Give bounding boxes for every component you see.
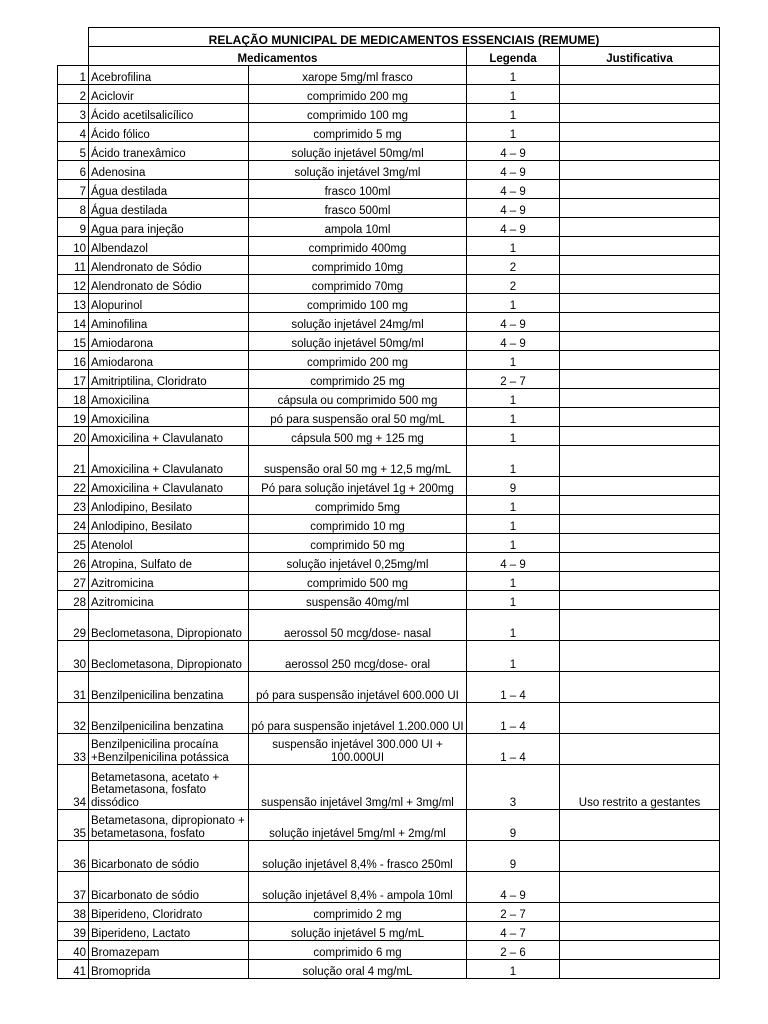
table-row bbox=[58, 734, 720, 765]
medication-name-cell: Ácido tranexâmico bbox=[89, 142, 249, 161]
legenda-cell: 1 bbox=[467, 294, 560, 313]
legenda-cell: 1 – 4 bbox=[467, 672, 560, 703]
row-number-cell: 41 bbox=[58, 960, 89, 979]
legenda-cell: 2 bbox=[467, 275, 560, 294]
medication-name-cell: Azitromicina bbox=[89, 591, 249, 610]
row-number-cell: 37 bbox=[58, 872, 89, 903]
legenda-cell: 1 bbox=[467, 534, 560, 553]
legenda-cell: 1 bbox=[467, 408, 560, 427]
medication-name-cell: Anlodipino, Besilato bbox=[89, 515, 249, 534]
row-number-cell: 39 bbox=[58, 922, 89, 941]
table-row bbox=[58, 553, 720, 572]
medication-name-cell: Biperideno, Lactato bbox=[89, 922, 249, 941]
table-row bbox=[58, 199, 720, 218]
legenda-cell: 1 bbox=[467, 572, 560, 591]
medication-name-cell: Bromoprida bbox=[89, 960, 249, 979]
justificativa-cell bbox=[560, 941, 720, 960]
table-row bbox=[58, 161, 720, 180]
legenda-cell: 1 bbox=[467, 610, 560, 641]
legenda-cell: 4 – 9 bbox=[467, 872, 560, 903]
justificativa-cell bbox=[560, 534, 720, 553]
justificativa-cell bbox=[560, 960, 720, 979]
row-number-cell: 21 bbox=[58, 446, 89, 477]
table-row bbox=[58, 294, 720, 313]
presentation-cell: comprimido 70mg bbox=[249, 275, 467, 294]
row-number-cell: 4 bbox=[58, 123, 89, 142]
justificativa-cell bbox=[560, 591, 720, 610]
medication-name-cell: Benzilpenicilina benzatina bbox=[89, 672, 249, 703]
row-number-cell: 36 bbox=[58, 841, 89, 872]
justificativa-cell bbox=[560, 610, 720, 641]
row-number-cell: 24 bbox=[58, 515, 89, 534]
justificativa-cell bbox=[560, 199, 720, 218]
presentation-cell: comprimido 100 mg bbox=[249, 104, 467, 123]
legenda-cell: 4 – 9 bbox=[467, 199, 560, 218]
presentation-cell: comprimido 50 mg bbox=[249, 534, 467, 553]
row-number-cell: 29 bbox=[58, 610, 89, 641]
table-row bbox=[58, 85, 720, 104]
presentation-cell: comprimido 10mg bbox=[249, 256, 467, 275]
justificativa-cell bbox=[560, 351, 720, 370]
presentation-cell: comprimido 500 mg bbox=[249, 572, 467, 591]
legenda-cell: 1 – 4 bbox=[467, 703, 560, 734]
medication-name-cell: Biperideno, Cloridrato bbox=[89, 903, 249, 922]
table-row bbox=[58, 641, 720, 672]
justificativa-cell bbox=[560, 703, 720, 734]
justificativa-cell bbox=[560, 180, 720, 199]
corner-blank-cell bbox=[58, 28, 89, 66]
legenda-cell: 4 – 9 bbox=[467, 332, 560, 351]
justificativa-cell bbox=[560, 841, 720, 872]
presentation-cell: comprimido 100 mg bbox=[249, 294, 467, 313]
table-row bbox=[58, 496, 720, 515]
medication-name-cell: Atenolol bbox=[89, 534, 249, 553]
medication-name-cell: Aminofilina bbox=[89, 313, 249, 332]
table-row bbox=[58, 515, 720, 534]
row-number-cell: 28 bbox=[58, 591, 89, 610]
row-number-cell: 30 bbox=[58, 641, 89, 672]
table-row bbox=[58, 534, 720, 553]
medication-name-cell: Ácido fólico bbox=[89, 123, 249, 142]
row-number-cell: 22 bbox=[58, 477, 89, 496]
justificativa-cell bbox=[560, 237, 720, 256]
presentation-cell: solução injetável 8,4% - frasco 250ml bbox=[249, 841, 467, 872]
medication-name-cell: Amoxicilina bbox=[89, 408, 249, 427]
table-row bbox=[58, 610, 720, 641]
presentation-cell: cápsula 500 mg + 125 mg bbox=[249, 427, 467, 446]
row-number-cell: 17 bbox=[58, 370, 89, 389]
table-row bbox=[58, 256, 720, 275]
table-row bbox=[58, 408, 720, 427]
justificativa-cell bbox=[560, 572, 720, 591]
justificativa-cell bbox=[560, 734, 720, 765]
legenda-cell: 1 bbox=[467, 123, 560, 142]
row-number-cell: 35 bbox=[58, 810, 89, 841]
presentation-cell: frasco 500ml bbox=[249, 199, 467, 218]
presentation-cell: ampola 10ml bbox=[249, 218, 467, 237]
table-row bbox=[58, 389, 720, 408]
legenda-cell: 9 bbox=[467, 477, 560, 496]
medication-name-cell: Beclometasona, Dipropionato bbox=[89, 641, 249, 672]
legenda-cell: 1 bbox=[467, 641, 560, 672]
row-number-cell: 8 bbox=[58, 199, 89, 218]
table-row bbox=[58, 275, 720, 294]
legenda-cell: 4 – 9 bbox=[467, 553, 560, 572]
medication-name-cell: Azitromicina bbox=[89, 572, 249, 591]
justificativa-cell bbox=[560, 370, 720, 389]
row-number-cell: 20 bbox=[58, 427, 89, 446]
medication-name-cell: Água destilada bbox=[89, 199, 249, 218]
table-row bbox=[58, 180, 720, 199]
table-row bbox=[58, 237, 720, 256]
medication-name-cell: Água destilada bbox=[89, 180, 249, 199]
presentation-cell: pó para suspensão oral 50 mg/mL bbox=[249, 408, 467, 427]
table-row bbox=[58, 142, 720, 161]
medication-name-cell: Acebrofilina bbox=[89, 66, 249, 85]
presentation-cell: comprimido 6 mg bbox=[249, 941, 467, 960]
row-number-cell: 40 bbox=[58, 941, 89, 960]
remume-table bbox=[57, 27, 720, 979]
row-number-cell: 25 bbox=[58, 534, 89, 553]
presentation-cell: comprimido 2 mg bbox=[249, 903, 467, 922]
justificativa-cell bbox=[560, 85, 720, 104]
justificativa-cell bbox=[560, 515, 720, 534]
legenda-cell: 1 bbox=[467, 496, 560, 515]
row-number-cell: 32 bbox=[58, 703, 89, 734]
presentation-cell: solução injetável 50mg/ml bbox=[249, 142, 467, 161]
legenda-cell: 4 – 9 bbox=[467, 218, 560, 237]
table-row bbox=[58, 672, 720, 703]
row-number-cell: 11 bbox=[58, 256, 89, 275]
table-row bbox=[58, 427, 720, 446]
medication-name-cell: Aciclovir bbox=[89, 85, 249, 104]
row-number-cell: 18 bbox=[58, 389, 89, 408]
legenda-cell: 4 – 9 bbox=[467, 142, 560, 161]
row-number-cell: 10 bbox=[58, 237, 89, 256]
justificativa-cell bbox=[560, 872, 720, 903]
table-row bbox=[58, 922, 720, 941]
legenda-cell: 9 bbox=[467, 841, 560, 872]
table-row bbox=[58, 872, 720, 903]
justificativa-cell bbox=[560, 294, 720, 313]
legenda-cell: 4 – 9 bbox=[467, 161, 560, 180]
justificativa-cell bbox=[560, 66, 720, 85]
legenda-cell: 4 – 7 bbox=[467, 922, 560, 941]
table-row bbox=[58, 477, 720, 496]
row-number-cell: 33 bbox=[58, 734, 89, 765]
legenda-cell: 1 bbox=[467, 237, 560, 256]
presentation-cell: comprimido 5mg bbox=[249, 496, 467, 515]
justificativa-cell bbox=[560, 161, 720, 180]
legenda-cell: 2 – 6 bbox=[467, 941, 560, 960]
legenda-cell: 2 bbox=[467, 256, 560, 275]
legenda-cell: 1 bbox=[467, 389, 560, 408]
presentation-cell: solução injetável 0,25mg/ml bbox=[249, 553, 467, 572]
justificativa-cell bbox=[560, 256, 720, 275]
presentation-cell: suspensão 40mg/ml bbox=[249, 591, 467, 610]
row-number-cell: 31 bbox=[58, 672, 89, 703]
table-row bbox=[58, 591, 720, 610]
row-number-cell: 3 bbox=[58, 104, 89, 123]
justificativa-cell bbox=[560, 332, 720, 351]
table-row bbox=[58, 446, 720, 477]
header-justificativa: Justificativa bbox=[560, 47, 720, 66]
row-number-cell: 38 bbox=[58, 903, 89, 922]
medication-name-cell: Alopurinol bbox=[89, 294, 249, 313]
presentation-cell: solução injetável 3mg/ml bbox=[249, 161, 467, 180]
justificativa-cell bbox=[560, 218, 720, 237]
legenda-cell: 1 bbox=[467, 427, 560, 446]
medication-name-cell: Betametasona, dipropionato + betametasona, fosfato bbox=[89, 810, 249, 841]
medication-name-cell: Benzilpenicilina benzatina bbox=[89, 703, 249, 734]
medication-name-cell: Bicarbonato de sódio bbox=[89, 841, 249, 872]
medication-name-cell: Amiodarona bbox=[89, 332, 249, 351]
presentation-cell: solução injetável 8,4% - ampola 10ml bbox=[249, 872, 467, 903]
justificativa-cell bbox=[560, 427, 720, 446]
presentation-cell: suspensão injetável 3mg/ml + 3mg/ml bbox=[249, 765, 467, 810]
row-number-cell: 26 bbox=[58, 553, 89, 572]
presentation-cell: comprimido 25 mg bbox=[249, 370, 467, 389]
table-row bbox=[58, 332, 720, 351]
presentation-cell: suspensão injetável 300.000 UI + 100.000UI bbox=[249, 734, 467, 765]
legenda-cell: 3 bbox=[467, 765, 560, 810]
legenda-cell: 2 – 7 bbox=[467, 370, 560, 389]
presentation-cell: frasco 100ml bbox=[249, 180, 467, 199]
document-title: RELAÇÃO MUNICIPAL DE MEDICAMENTOS ESSENCIAIS (REMUME) bbox=[89, 28, 720, 47]
justificativa-cell bbox=[560, 553, 720, 572]
justificativa-cell bbox=[560, 446, 720, 477]
row-number-cell: 13 bbox=[58, 294, 89, 313]
legenda-cell: 1 bbox=[467, 591, 560, 610]
justificativa-cell bbox=[560, 496, 720, 515]
medication-name-cell: Ácido acetilsalicílico bbox=[89, 104, 249, 123]
medication-name-cell: Amitriptilina, Cloridrato bbox=[89, 370, 249, 389]
medication-name-cell: Amoxicilina + Clavulanato bbox=[89, 446, 249, 477]
table-row bbox=[58, 66, 720, 85]
row-number-cell: 23 bbox=[58, 496, 89, 515]
medication-name-cell: Amoxicilina bbox=[89, 389, 249, 408]
presentation-cell: pó para suspensão injetável 1.200.000 UI bbox=[249, 703, 467, 734]
table-row bbox=[58, 351, 720, 370]
row-number-cell: 6 bbox=[58, 161, 89, 180]
justificativa-cell bbox=[560, 922, 720, 941]
row-number-cell: 5 bbox=[58, 142, 89, 161]
justificativa-cell bbox=[560, 123, 720, 142]
medication-name-cell: Atropina, Sulfato de bbox=[89, 553, 249, 572]
medication-name-cell: Amoxicilina + Clavulanato bbox=[89, 427, 249, 446]
presentation-cell: solução injetável 5 mg/mL bbox=[249, 922, 467, 941]
row-number-cell: 34 bbox=[58, 765, 89, 810]
presentation-cell: xarope 5mg/ml frasco bbox=[249, 66, 467, 85]
legenda-cell: 1 bbox=[467, 85, 560, 104]
table-row bbox=[58, 903, 720, 922]
presentation-cell: solução oral 4 mg/mL bbox=[249, 960, 467, 979]
table-row bbox=[58, 841, 720, 872]
justificativa-cell bbox=[560, 477, 720, 496]
medication-name-cell: Beclometasona, Dipropionato bbox=[89, 610, 249, 641]
header-medicamentos: Medicamentos bbox=[89, 47, 467, 66]
medication-name-cell: Anlodipino, Besilato bbox=[89, 496, 249, 515]
medication-name-cell: Bicarbonato de sódio bbox=[89, 872, 249, 903]
row-number-cell: 9 bbox=[58, 218, 89, 237]
medication-name-cell: Benzilpenicilina procaína +Benzilpenicilina potássica bbox=[89, 734, 249, 765]
presentation-cell: suspensão oral 50 mg + 12,5 mg/mL bbox=[249, 446, 467, 477]
legenda-cell: 1 bbox=[467, 960, 560, 979]
presentation-cell: comprimido 400mg bbox=[249, 237, 467, 256]
row-number-cell: 16 bbox=[58, 351, 89, 370]
legenda-cell: 1 – 4 bbox=[467, 734, 560, 765]
header-legenda: Legenda bbox=[467, 47, 560, 66]
justificativa-cell: Uso restrito a gestantes bbox=[560, 765, 720, 810]
table-row bbox=[58, 370, 720, 389]
row-number-cell: 27 bbox=[58, 572, 89, 591]
legenda-cell: 9 bbox=[467, 810, 560, 841]
medication-name-cell: Amiodarona bbox=[89, 351, 249, 370]
table-row bbox=[58, 765, 720, 810]
table-row bbox=[58, 313, 720, 332]
table-row bbox=[58, 218, 720, 237]
table-row bbox=[58, 104, 720, 123]
presentation-cell: Pó para solução injetável 1g + 200mg bbox=[249, 477, 467, 496]
medication-name-cell: Alendronato de Sódio bbox=[89, 275, 249, 294]
table-row bbox=[58, 810, 720, 841]
row-number-cell: 2 bbox=[58, 85, 89, 104]
presentation-cell: solução injetável 5mg/ml + 2mg/ml bbox=[249, 810, 467, 841]
row-number-cell: 12 bbox=[58, 275, 89, 294]
medication-name-cell: Bromazepam bbox=[89, 941, 249, 960]
justificativa-cell bbox=[560, 313, 720, 332]
presentation-cell: solução injetável 24mg/ml bbox=[249, 313, 467, 332]
table-row bbox=[58, 960, 720, 979]
presentation-cell: comprimido 10 mg bbox=[249, 515, 467, 534]
legenda-cell: 4 – 9 bbox=[467, 313, 560, 332]
presentation-cell: comprimido 200 mg bbox=[249, 351, 467, 370]
table-row bbox=[58, 941, 720, 960]
presentation-cell: aerossol 250 mcg/dose- oral bbox=[249, 641, 467, 672]
medication-name-cell: Albendazol bbox=[89, 237, 249, 256]
row-number-cell: 14 bbox=[58, 313, 89, 332]
legenda-cell: 1 bbox=[467, 66, 560, 85]
row-number-cell: 15 bbox=[58, 332, 89, 351]
row-number-cell: 7 bbox=[58, 180, 89, 199]
presentation-cell: aerossol 50 mcg/dose- nasal bbox=[249, 610, 467, 641]
justificativa-cell bbox=[560, 275, 720, 294]
presentation-cell: comprimido 5 mg bbox=[249, 123, 467, 142]
legenda-cell: 2 – 7 bbox=[467, 903, 560, 922]
legenda-cell: 4 – 9 bbox=[467, 180, 560, 199]
table-row bbox=[58, 123, 720, 142]
medication-name-cell: Betametasona, acetato + Betametasona, fosfato dissódico bbox=[89, 765, 249, 810]
presentation-cell: pó para suspensão injetável 600.000 UI bbox=[249, 672, 467, 703]
justificativa-cell bbox=[560, 641, 720, 672]
justificativa-cell bbox=[560, 672, 720, 703]
presentation-cell: cápsula ou comprimido 500 mg bbox=[249, 389, 467, 408]
table-row bbox=[58, 572, 720, 591]
justificativa-cell bbox=[560, 408, 720, 427]
legenda-cell: 1 bbox=[467, 515, 560, 534]
table-body bbox=[58, 66, 720, 979]
row-number-cell: 19 bbox=[58, 408, 89, 427]
medication-name-cell: Alendronato de Sódio bbox=[89, 256, 249, 275]
row-number-cell: 1 bbox=[58, 66, 89, 85]
table-row bbox=[58, 703, 720, 734]
justificativa-cell bbox=[560, 104, 720, 123]
presentation-cell: solução injetável 50mg/ml bbox=[249, 332, 467, 351]
presentation-cell: comprimido 200 mg bbox=[249, 85, 467, 104]
medication-name-cell: Agua para injeção bbox=[89, 218, 249, 237]
legenda-cell: 1 bbox=[467, 446, 560, 477]
legenda-cell: 1 bbox=[467, 351, 560, 370]
justificativa-cell bbox=[560, 389, 720, 408]
justificativa-cell bbox=[560, 903, 720, 922]
legenda-cell: 1 bbox=[467, 104, 560, 123]
justificativa-cell bbox=[560, 810, 720, 841]
justificativa-cell bbox=[560, 142, 720, 161]
medication-name-cell: Adenosina bbox=[89, 161, 249, 180]
medication-name-cell: Amoxicilina + Clavulanato bbox=[89, 477, 249, 496]
